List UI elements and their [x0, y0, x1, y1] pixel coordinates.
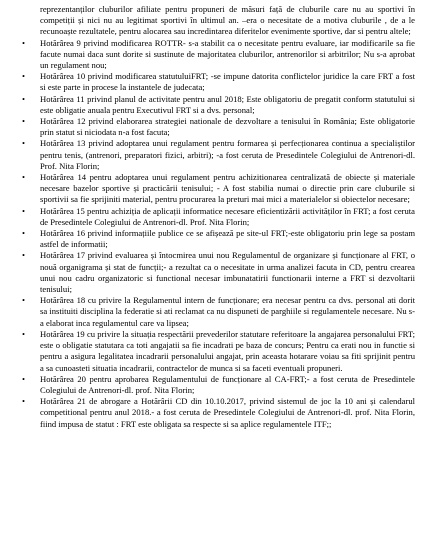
item-text: Hotărârea 9 privind modificarea ROTTR- s-a stabilit ca o necesitate pentru evaluare, iar modificarile sa fie facute numai daca sunt dorite si sustinute de majoritatea cluburilor, antrenorilor si arbitrilor; Nu s-a aprobat un regulament nou; — [40, 37, 415, 71]
list-item — [22, 250, 415, 295]
bullet-icon: • — [22, 172, 26, 183]
item-text: Hotărârea 14 pentru adoptarea unui regulament pentru achizitionarea centralizată de obiecte și materiale necesare bazelor sportive și practicării tenisului; - A fost stabilia numai o directie prin care cluburile si sportivii sa fie sprijiniti material, pentru procurarea la preturi mai mici a materialelor si obiectelor necesare; — [40, 172, 415, 205]
list-item — [22, 138, 415, 172]
bullet-icon: • — [22, 205, 26, 216]
decisions-list — [22, 38, 415, 430]
item-text: Hotărârea 17 privind evaluarea și întocmirea unui nou Regulamentul de organizare și funcționare al FRT, o nouă organigrama și stat de funcții;- a rezultat ca o necesitate in urma analizei facuta in CD, pentru crearea unui nou cadru organizatoric si functional necesar imbunatatirii functionarii interne a FRT si dezvoltarii tenisului; — [40, 250, 415, 295]
bullet-icon: • — [22, 71, 26, 82]
list-item — [22, 329, 415, 374]
bullet-icon: • — [22, 295, 26, 306]
bullet-icon: • — [22, 138, 26, 149]
bullet-icon: • — [22, 328, 26, 339]
item-text: Hotărârea 16 privind informațiile publice ce se afișează pe site-ul FRT;-este obligatoriu prin lege sa postam astfel de informatii; — [40, 228, 415, 250]
list-item — [22, 94, 415, 116]
item-text: Hotărârea 15 pentru achiziția de aplicații informatice necesare eficientizării activităților în FRT; a fost ceruta de Presedintele Colegiului de Antrenori-dl. Prof. Nita Florin; — [40, 205, 415, 227]
list-item — [22, 38, 415, 72]
bullet-icon: • — [22, 373, 26, 384]
bullet-icon: • — [22, 228, 26, 239]
list-item — [22, 71, 415, 93]
bullet-icon: • — [22, 116, 26, 127]
bullet-icon: • — [22, 93, 26, 104]
item-text: Hotărârea 19 cu privire la situația respectării prevederilor statutare referitoare la angajarea personalului FRT; este o obligatie statutara ca toti angajatii sa fie incadrati pe baza de concurs; Pentru ca erati nou in functie si pentru a asigura legalitatea incadrarii personalului angajat, prin aceasta hotarare voiau sa fiti sprijinit pentru a sa cunoasteti situatia incadrarii, contractelor de munca si sa faceti eventuali propuneri. — [40, 328, 415, 373]
list-item — [22, 116, 415, 138]
item-text: Hotărârea 13 privind adoptarea unui regulament pentru formarea și perfecționarea continua a specialiștilor pentru tenis, (antrenori, preparatori fizici, arbitri); -a fost ceruta de Presedintele Colegiului de Antrenori-dl. Prof. Nita Florin; — [40, 138, 415, 171]
list-item — [22, 206, 415, 228]
item-text: Hotărârea 12 privind elaborarea strategiei nationale de dezvoltare a tenisului în România; Este obligatorie prin statut si niciodata n-a fost facuta; — [40, 116, 415, 138]
bullet-icon: • — [22, 37, 26, 48]
bullet-icon: • — [22, 250, 26, 261]
bullet-icon: • — [22, 396, 26, 407]
list-item — [22, 374, 415, 396]
item-text: Hotărârea 11 privind planul de activitate pentru anul 2018; Este obligatoriu de pregatit conform statutului si este obligatie anuala pentru Executivul FRT si a dvs. personal; — [40, 93, 415, 115]
list-item — [22, 396, 415, 430]
item-text: Hotărârea 21 de abrogare a Hotărârii CD din 10.10.2017, privind sistemul de joc la 10 ani și calendarul competitional pentru anul 2018.- a fost ceruta de Presedintele Colegiului de Antrenori-dl. prof. Nita Florin, fiind impusa de statut : FRT este obligata sa respecte si sa aplice regulamentele ITF;; — [40, 396, 415, 429]
item-text: Hotărârea 10 privind modificarea statutuluiFRT; -se impune datorita conflictelor juridice la care FRT a fost si este parte in procese la instantele de judecata; — [40, 71, 415, 93]
item-text: Hotărârea 20 pentru aprobarea Regulamentului de funcționare al CA-FRT;- a fost ceruta de Presedintele Colegiului de Antrenori-dl. prof. Nita Florin; — [40, 373, 415, 395]
continuation-paragraph: reprezentanților cluburilor afiliate pentru propuneri de măsuri față de cluburile care nu au sportivi în competiții și nici nu au legitimat sportivi în ultimul an. –era o necesitate de a motiva cluburile , de a le recunoaște rezultatele, pentru alocarea sau incredintarea diferitelor evenimente sportive, dar si pentru altele; — [40, 4, 415, 37]
list-item — [22, 228, 415, 250]
list-item — [22, 172, 415, 206]
item-text: Hotărârea 18 cu privire la Regulamentul intern de funcționare; era necesar pentru ca dvs. personal ati dorit sa instituiti disciplina la federatie si ati reclamat ca nu dispuneti de parghiile si regulamentele necesare. Nu s-a elaborat inca regulamentul care va lipsea; — [40, 295, 415, 328]
list-item — [22, 295, 415, 329]
